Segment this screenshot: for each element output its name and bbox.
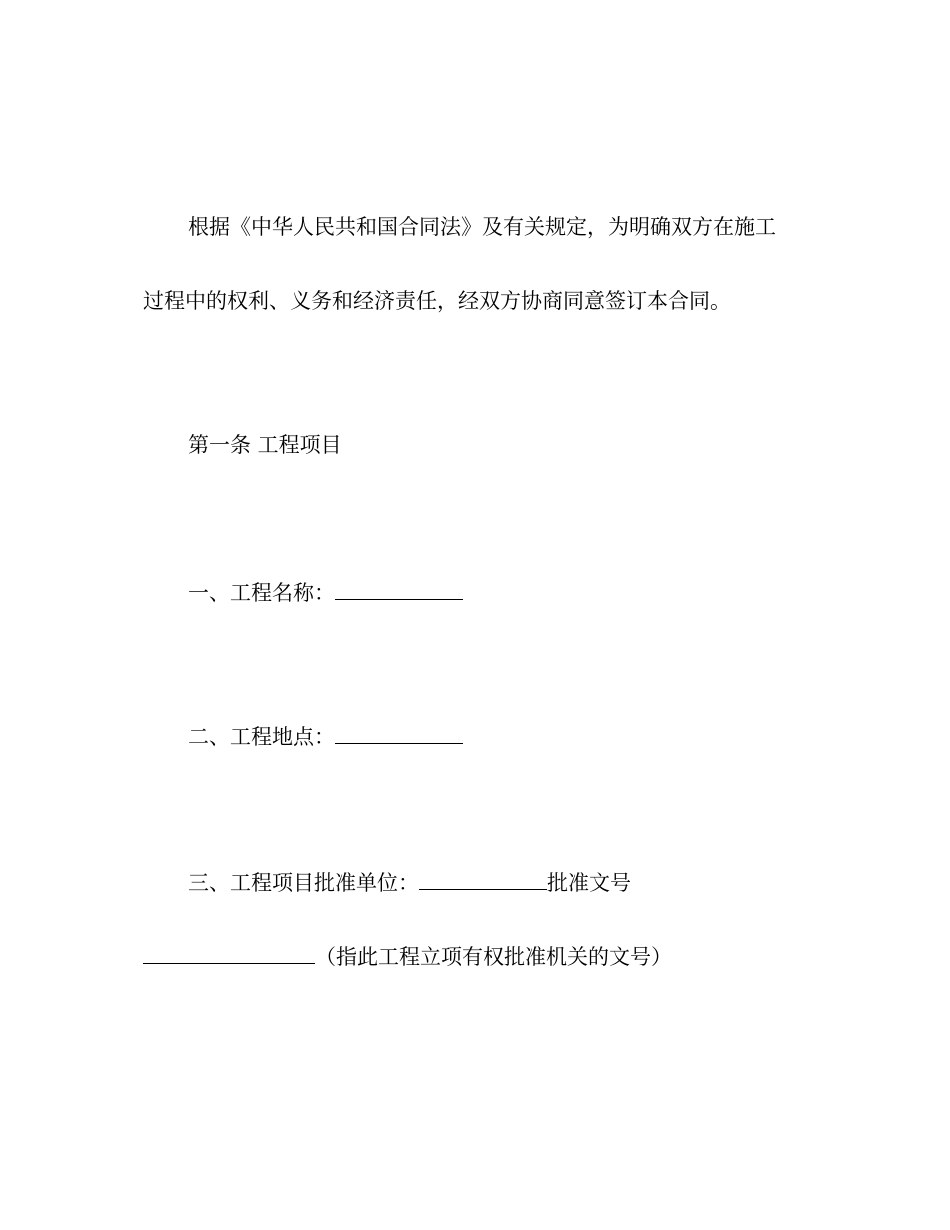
project-location-row: [188, 722, 463, 752]
project-name-blank[interactable]: [335, 581, 463, 600]
intro-line-2: 过程中的权利、义务和经济责任，经双方协商同意签订本合同。: [143, 289, 731, 313]
approval-unit-blank[interactable]: [419, 871, 547, 890]
approval-number-label: 批准文号: [547, 871, 631, 895]
approval-number-note: （指此工程立项有权批准机关的文号）: [315, 945, 672, 969]
project-name-label: 一、工程名称：: [188, 581, 335, 605]
approval-number-row: [143, 942, 672, 972]
approval-unit-row: [188, 868, 631, 898]
project-location-label: 二、工程地点：: [188, 725, 335, 749]
intro-line-1: 根据《中华人民共和国合同法》及有关规定，为明确双方在施工: [188, 215, 776, 239]
project-location-blank[interactable]: [335, 725, 463, 744]
approval-number-blank[interactable]: [143, 945, 315, 964]
approval-unit-label: 三、工程项目批准单位：: [188, 871, 419, 895]
article-1-heading: 第一条 工程项目: [188, 433, 342, 457]
project-name-row: [188, 578, 463, 608]
